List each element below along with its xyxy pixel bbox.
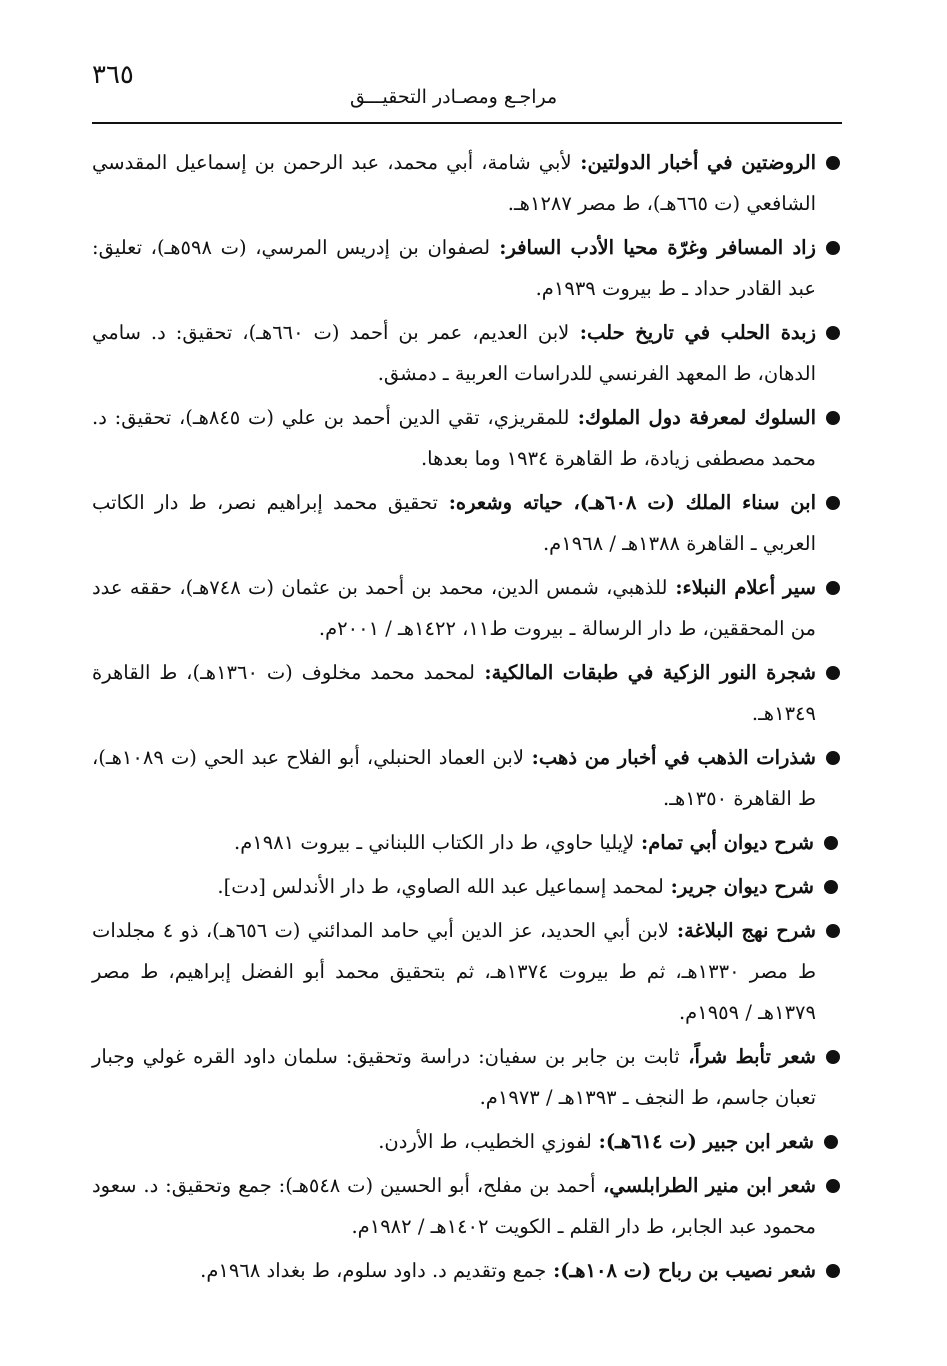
entry-title: شرح نهج البلاغة	[684, 919, 816, 942]
bullet-icon	[826, 751, 840, 765]
bibliography-entry: الروضتين في أخبار الدولتين: لأبي شامة، أبي محمد، عبد الرحمن بن إسماعيل المقدسي الشافعي (ت ٦٦٥هـ)، ط مصر ١٢٨٧هـ.	[92, 142, 842, 224]
bibliography-entry: شرح ديوان جرير: لمحمد إسماعيل عبد الله الصاوي، ط دار الأندلس [دت].	[92, 866, 840, 907]
entry-detail: أحمد بن مفلح، أبو الحسين (ت ٥٤٨هـ): جمع وتحقيق: د. سعود محمود عبد الجابر، ط دار القلم ـ الكويت ١٤٠٢هـ / ١٩٨٢م.	[92, 1174, 816, 1238]
bibliography-entry: شرح نهج البلاغة: لابن أبي الحديد، عز الدين أبي حامد المدائني (ت ٦٥٦هـ)، ذو ٤ مجلدات ط مصر ١٣٣٠هـ، ثم ط بيروت ١٣٧٤هـ، ثم بتحقيق محمد أبو الفضل إبراهيم، ط مصر ١٣٧٩هـ / ١٩٥٩م.	[92, 910, 842, 1033]
entry-title: شرح ديوان أبي تمام	[648, 831, 814, 854]
bullet-icon	[826, 581, 840, 595]
header-rule	[92, 122, 842, 124]
bibliography-entry	[92, 1165, 842, 1247]
entry-title: زبدة الحلب في تاريخ حلب	[586, 321, 816, 344]
bullet-icon	[826, 496, 840, 510]
bibliography-entry	[92, 1036, 842, 1118]
bullet-icon	[826, 924, 840, 938]
bullet-icon	[826, 1264, 840, 1278]
bibliography-entry: شعر نصيب بن رباح (ت ١٠٨هـ): جمع وتقديم د. داود سلوم، ط بغداد ١٩٦٨م.	[92, 1250, 842, 1291]
entry-detail: لفوزي الخطيب، ط الأردن.	[378, 1130, 592, 1153]
entry-title: شعر ابن جبير (ت ٦١٤هـ)	[605, 1130, 814, 1153]
entry-detail: تحقيق محمد إبراهيم نصر، ط دار الكاتب العربي ـ القاهرة ١٣٨٨هـ / ١٩٦٨م.	[92, 491, 816, 555]
bullet-icon	[826, 1050, 840, 1064]
bibliography-entry: شعر ابن جبير (ت ٦١٤هـ): لفوزي الخطيب، ط الأردن.	[92, 1121, 840, 1162]
bullet-icon	[824, 1135, 838, 1149]
entry-title: شذرات الذهب في أخبار من ذهب	[538, 746, 816, 769]
entry-detail: لابن العماد الحنبلي، أبو الفلاح عبد الحي (ت ١٠٨٩هـ)، ط القاهرة ١٣٥٠هـ.	[92, 746, 816, 810]
page-number: ٣٦٥	[92, 60, 134, 90]
entry-title: شجرة النور الزكية في طبقات المالكية	[491, 661, 816, 684]
bullet-icon	[826, 241, 840, 255]
entry-title: شعر تأبط شراً،	[688, 1045, 816, 1068]
bibliography-entry: زبدة الحلب في تاريخ حلب: لابن العديم، عمر بن أحمد (ت ٦٦٠هـ)، تحقيق: د. سامي الدهان، ط المعهد الفرنسي للدراسات العربية ـ دمشق.	[92, 312, 842, 394]
entry-detail: لأبي شامة، أبي محمد، عبد الرحمن بن إسماعيل المقدسي الشافعي (ت ٦٦٥هـ)، ط مصر ١٢٨٧هـ.	[92, 151, 816, 215]
entry-title: الروضتين في أخبار الدولتين	[587, 151, 816, 174]
bibliography-entry: شذرات الذهب في أخبار من ذهب: لابن العماد الحنبلي، أبو الفلاح عبد الحي (ت ١٠٨٩هـ)، ط القاهرة ١٣٥٠هـ.	[92, 737, 842, 819]
entry-detail: لإيليا حاوي، ط دار الكتاب اللبناني ـ بيروت ١٩٨١م.	[234, 831, 635, 854]
entry-detail: ثابت بن جابر بن سفيان: دراسة وتحقيق: سلمان داود القره غولي وجبار تعبان جاسم، ط النجف ـ ١٣٩٣هـ / ١٩٧٣م.	[92, 1045, 816, 1109]
bullet-icon	[826, 156, 840, 170]
entry-detail: لصفوان بن إدريس المرسي، (ت ٥٩٨هـ)، تعليق: عبد القادر حداد ـ ط بيروت ١٩٣٩م.	[92, 236, 816, 300]
bullet-icon	[826, 1179, 840, 1193]
bibliography-list	[92, 142, 842, 1294]
bullet-icon	[826, 411, 840, 425]
bullet-icon	[826, 666, 840, 680]
entry-title: شعر نصيب بن رباح (ت ١٠٨هـ)	[560, 1259, 816, 1282]
bibliography-entry: السلوك لمعرفة دول الملوك: للمقريزي، تقي الدين أحمد بن علي (ت ٨٤٥هـ)، تحقيق: د. محمد مصطفى زيادة، ط القاهرة ١٩٣٤ وما بعدها.	[92, 397, 842, 479]
entry-detail: للذهبي، شمس الدين، محمد بن أحمد بن عثمان (ت ٧٤٨هـ)، حققه عدد من المحققين، ط دار الرسالة ـ بيروت ط١١، ١٤٢٢هـ / ٢٠٠١م.	[92, 576, 816, 640]
entry-detail: لابن العديم، عمر بن أحمد (ت ٦٦٠هـ)، تحقيق: د. سامي الدهان، ط المعهد الفرنسي للدراسات العربية ـ دمشق.	[92, 321, 816, 385]
bullet-icon	[824, 880, 838, 894]
bibliography-entry: شجرة النور الزكية في طبقات المالكية: لمحمد محمد مخلوف (ت ١٣٦٠هـ)، ط القاهرة ١٣٤٩هـ.	[92, 652, 842, 734]
entry-title: شعر ابن منير الطرابلسي،	[603, 1174, 816, 1197]
entry-title: سير أعلام النبلاء	[682, 576, 816, 599]
running-title: مراجـع ومصـادر التحقيـــق	[350, 86, 558, 108]
entry-title: ابن سناء الملك (ت ٦٠٨هـ)، حياته وشعره	[455, 491, 816, 514]
entry-title: زاد المسافر وغرّة محيا الأدب السافر	[506, 236, 816, 259]
bibliography-entry: ابن سناء الملك (ت ٦٠٨هـ)، حياته وشعره: تحقيق محمد إبراهيم نصر، ط دار الكاتب العربي ـ القاهرة ١٣٨٨هـ / ١٩٦٨م.	[92, 482, 842, 564]
bibliography-entry: زاد المسافر وغرّة محيا الأدب السافر: لصفوان بن إدريس المرسي، (ت ٥٩٨هـ)، تعليق: عبد القادر حداد ـ ط بيروت ١٩٣٩م.	[92, 227, 842, 309]
bibliography-entry: سير أعلام النبلاء: للذهبي، شمس الدين، محمد بن أحمد بن عثمان (ت ٧٤٨هـ)، حققه عدد من المحققين، ط دار الرسالة ـ بيروت ط١١، ١٤٢٢هـ / ٢٠٠١م.	[92, 567, 842, 649]
bullet-icon	[826, 326, 840, 340]
entry-detail: لمحمد محمد مخلوف (ت ١٣٦٠هـ)، ط القاهرة ١٣٤٩هـ.	[92, 661, 816, 725]
entry-detail: جمع وتقديم د. داود سلوم، ط بغداد ١٩٦٨م.	[200, 1259, 547, 1282]
entry-title: السلوك لمعرفة دول الملوك	[584, 406, 816, 429]
entry-detail: لمحمد إسماعيل عبد الله الصاوي، ط دار الأندلس [دت].	[217, 875, 664, 898]
page-header	[92, 60, 842, 124]
bullet-icon	[824, 836, 838, 850]
entry-detail: للمقريزي، تقي الدين أحمد بن علي (ت ٨٤٥هـ)، تحقيق: د. محمد مصطفى زيادة، ط القاهرة ١٩٣٤ وما بعدها.	[92, 406, 816, 470]
entry-title: شرح ديوان جرير	[677, 875, 814, 898]
entry-detail: لابن أبي الحديد، عز الدين أبي حامد المدائني (ت ٦٥٦هـ)، ذو ٤ مجلدات ط مصر ١٣٣٠هـ، ثم ط بيروت ١٣٧٤هـ، ثم بتحقيق محمد أبو الفضل إبراهيم، ط مصر ١٣٧٩هـ / ١٩٥٩م.	[92, 919, 816, 1024]
bibliography-entry: شرح ديوان أبي تمام: لإيليا حاوي، ط دار الكتاب اللبناني ـ بيروت ١٩٨١م.	[92, 822, 840, 863]
